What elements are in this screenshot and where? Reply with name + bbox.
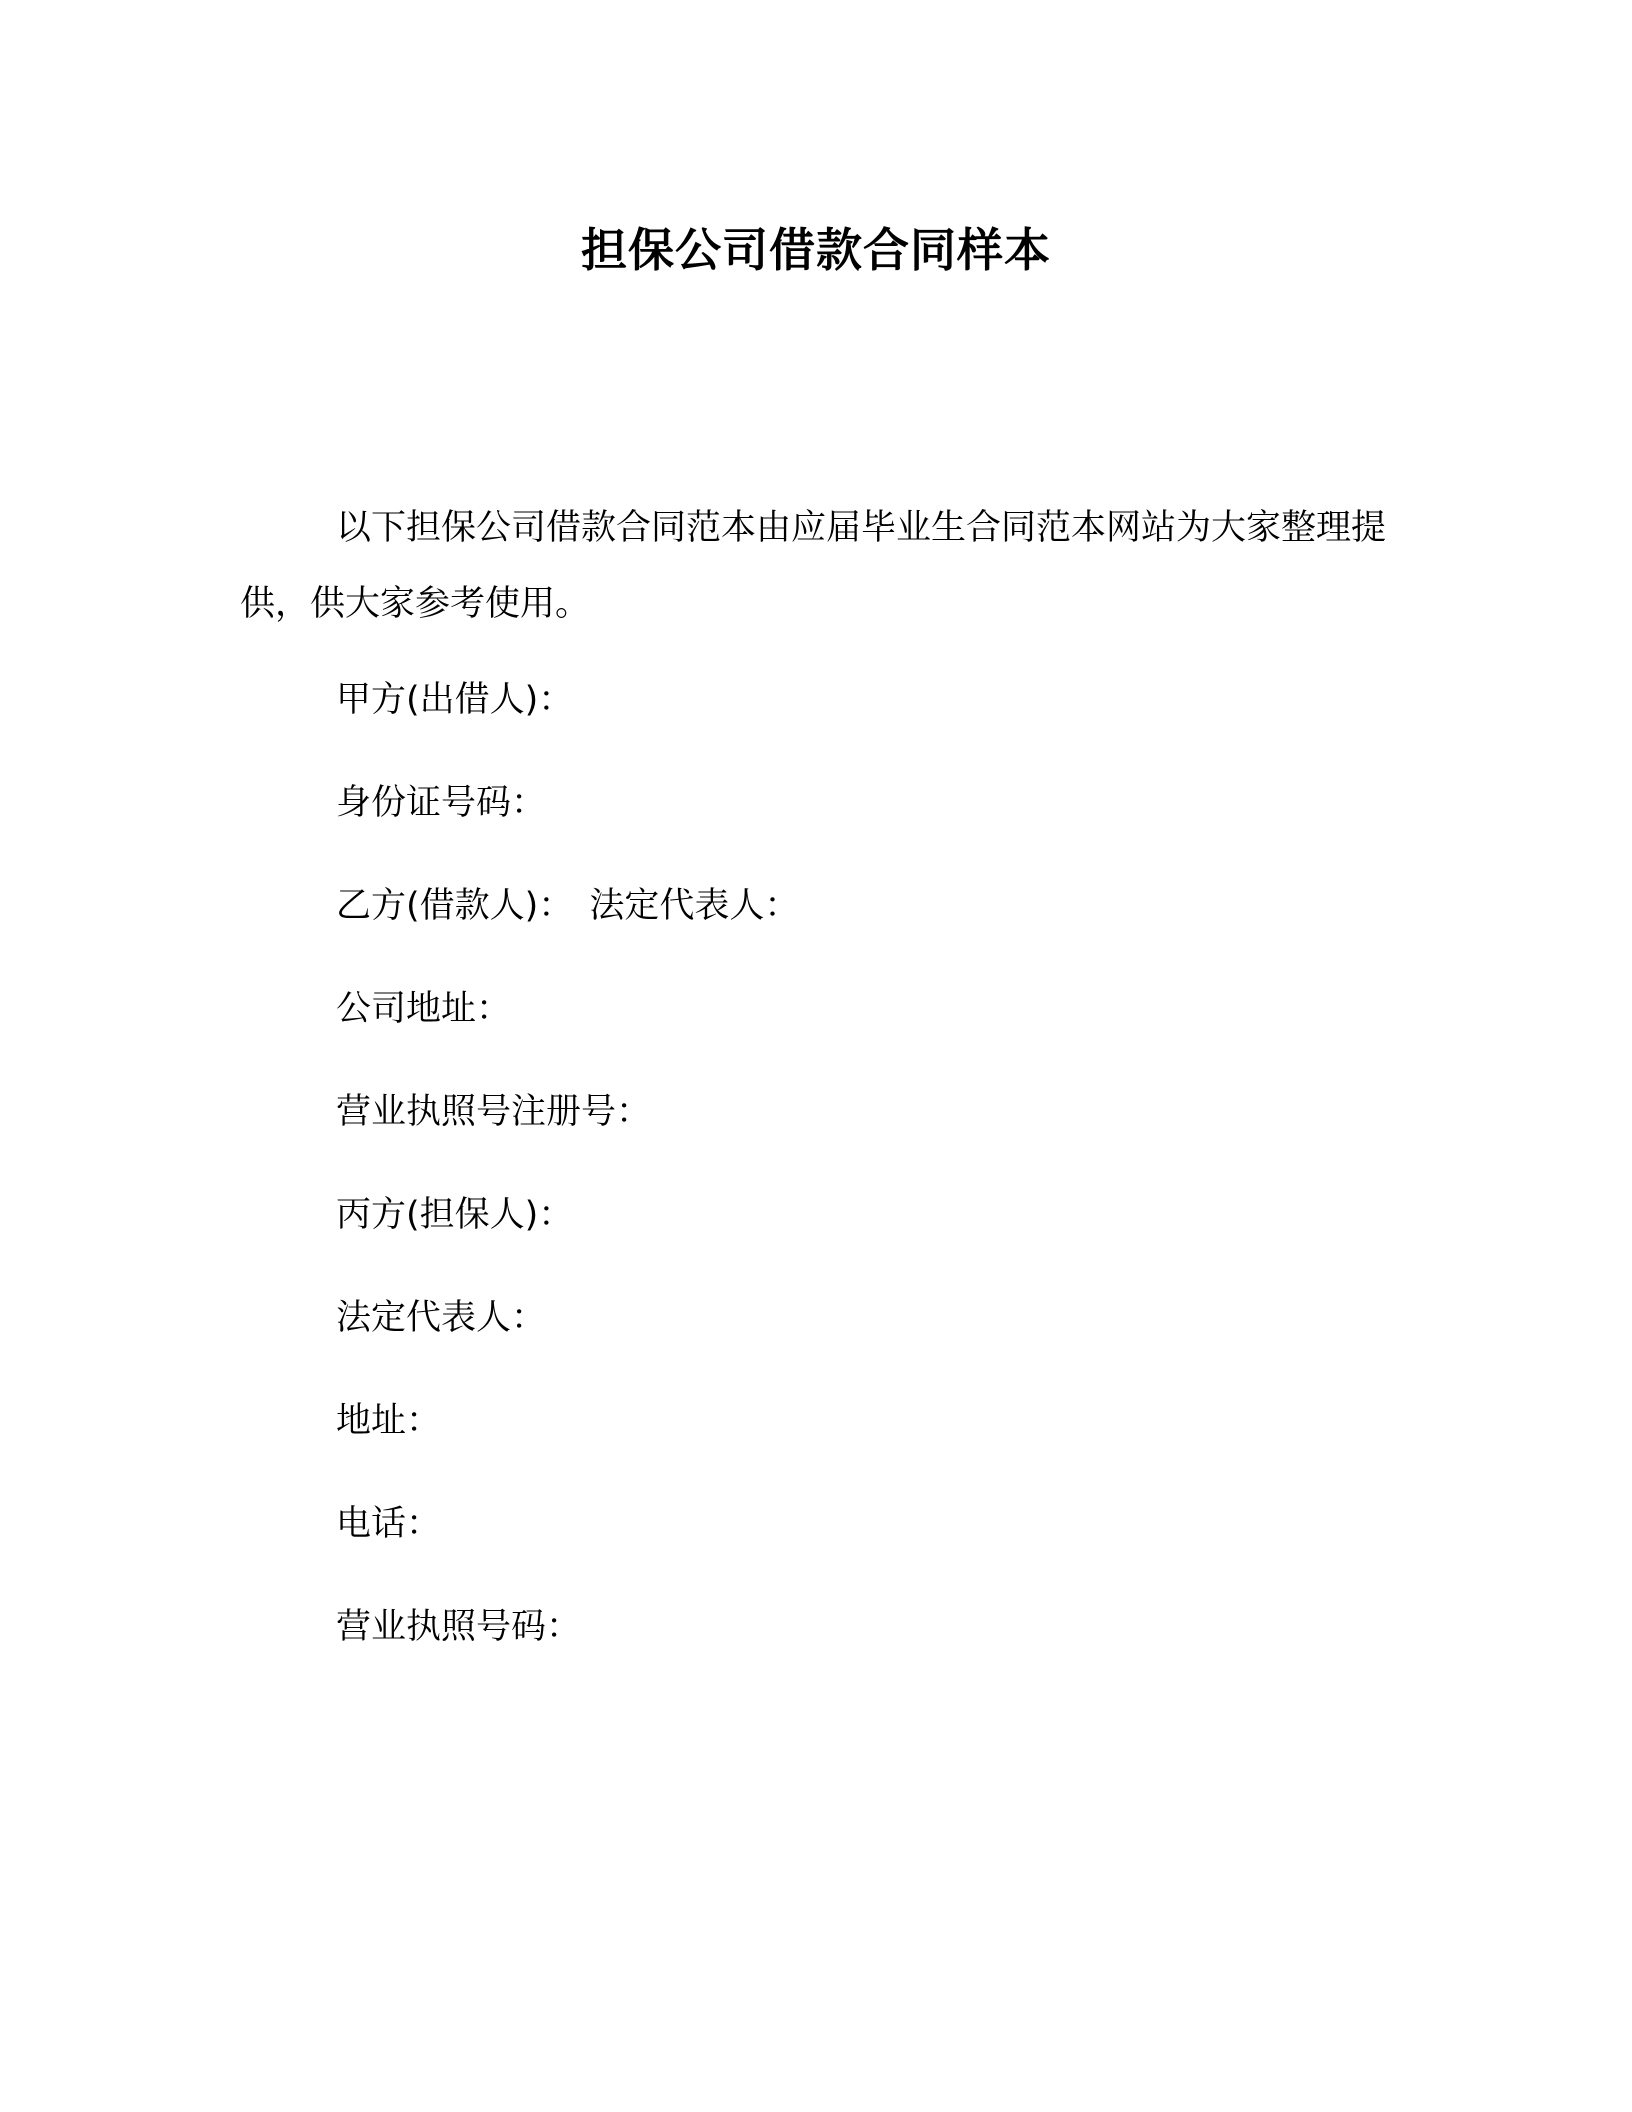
field-borrower-line <box>336 882 799 930</box>
field-guarantor-legal-rep: 法定代表人： <box>336 1298 547 1338</box>
field-address: 地址： <box>336 1401 442 1441</box>
field-phone: 电话： <box>336 1504 442 1544</box>
field-id-number: 身份证号码： <box>336 783 547 823</box>
field-borrower-legal-rep: 法定代表人： <box>589 886 800 926</box>
field-business-license-reg: 营业执照号注册号： <box>336 1092 652 1132</box>
field-business-license-no: 营业执照号码： <box>336 1607 582 1647</box>
intro-paragraph: 以下担保公司借款合同范本由应届毕业生合同范本网站为大家整理提供，供大家参考使用。 <box>240 508 1387 624</box>
field-lender: 甲方(出借人)： <box>336 680 574 720</box>
field-borrower: 乙方(借款人)： <box>336 886 574 926</box>
document-title: 担保公司借款合同样本 <box>581 223 1051 277</box>
field-company-address: 公司地址： <box>336 989 512 1029</box>
field-guarantor: 丙方(担保人)： <box>336 1195 574 1235</box>
